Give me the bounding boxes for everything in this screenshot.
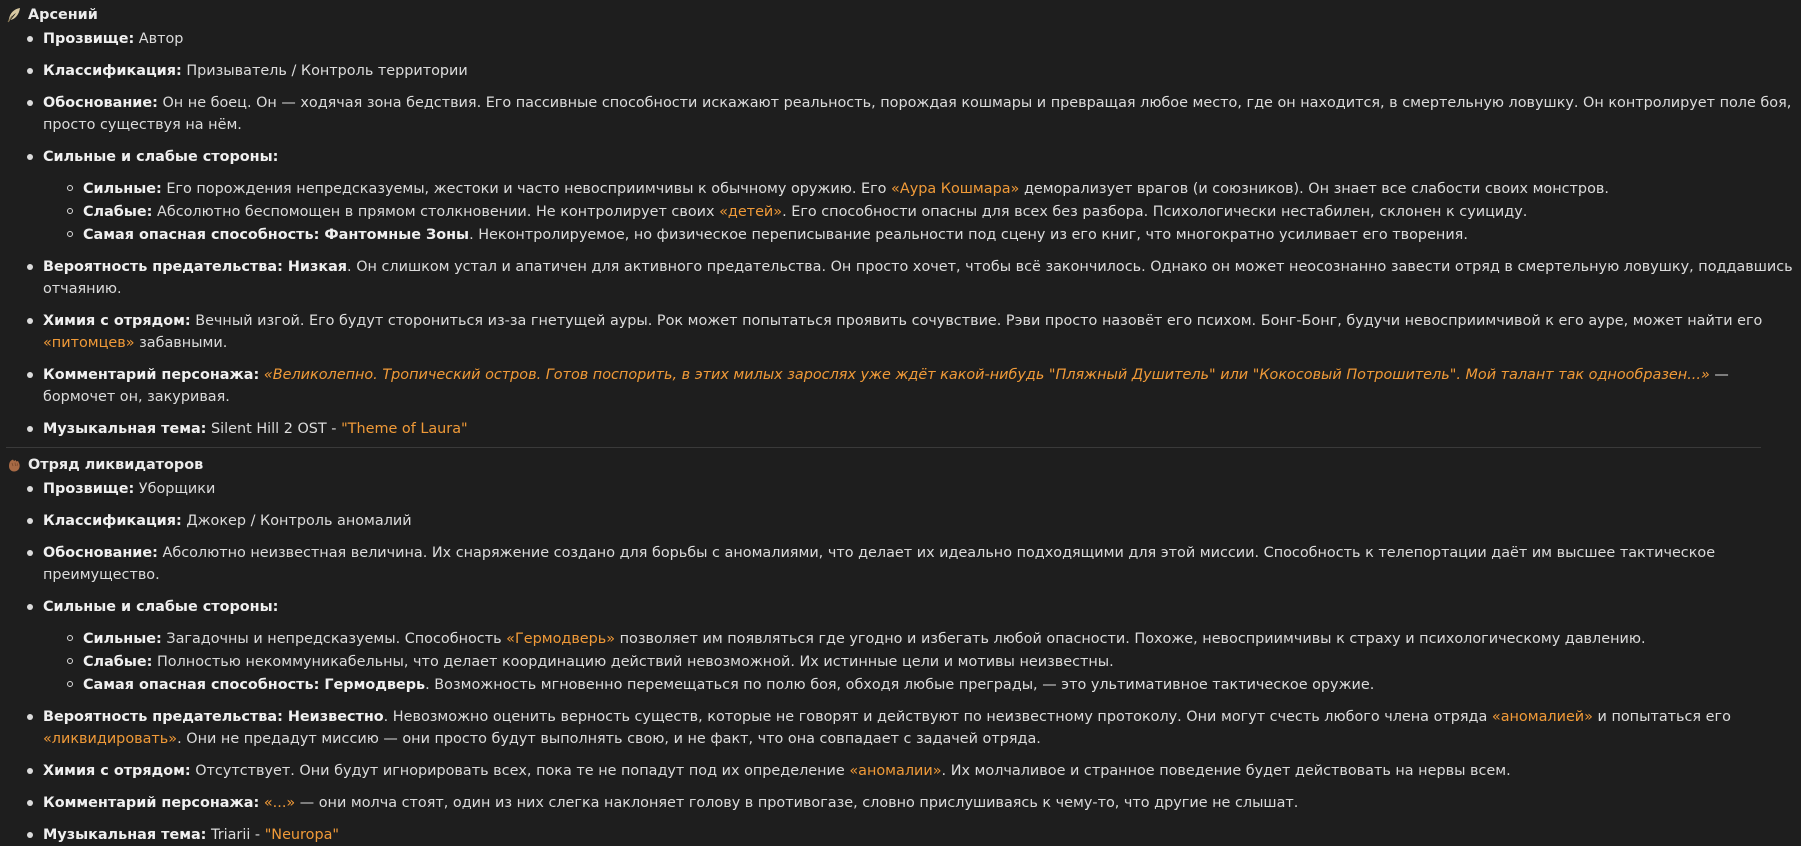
list-item: Сильные и слабые стороны: Сильные: Загадочны и непредсказуемы. Способность «Гермодверь» позволяет им появляться где угодно и избегать любой опасности. Похоже, невосприимчивы к страху и психологическому давлению. Слабые: Полностью некоммуникабельны, что делает координацию действий невозможной. Их истинные цели и мотивы неизвестны. Самая опасная способность: Гермодверь. Возможность мгновенно перемещаться по полю боя, обходя любые преграды, — это ультимативное тактическое оружие. [26,596,1801,696]
list-item: Музыкальная тема: Triarii - "Neuropa" [26,824,1801,846]
list-item: Вероятность предательства: Низкая. Он слишком устал и апатичен для активного предательства. Он просто хочет, чтобы всё закончилось. Однако он может неосознанно завести отряд в смертельную ловушку, поддавшись отчаянию. [26,256,1801,300]
section-title-liquidators: Отряд ликвидаторов [6,452,1801,478]
list-item: Комментарий персонажа: «...» — они молча стоят, один из них слегка наклоняет голову в противогазе, словно прислушиваясь к чему-то, что другие не слышат. [26,792,1801,814]
list-item: Слабые: Полностью некоммуникабельны, что делает координацию действий невозможной. Их истинные цели и мотивы неизвестны. [66,651,1801,673]
list-item: Самая опасная способность: Фантомные Зоны. Неконтролируемое, но физическое переписывание реальности под сцену из его книг, что многократно усиливает его творения. [66,224,1801,246]
liquidators-details [6,478,1801,846]
list-item: Обоснование: Он не боец. Он — ходячая зона бедствия. Его пассивные способности искажают реальность, порождая кошмары и превращая любое место, где он находится, в смертельную ловушку. Он контролирует поле боя, просто существуя на нём. [26,92,1801,136]
list-item: Музыкальная тема: Silent Hill 2 OST - "Theme of Laura" [26,418,1801,440]
arseniy-details [6,28,1801,440]
list-item: Классификация: Джокер / Контроль аномалий [26,510,1801,532]
list-item: Сильные: Его порождения непредсказуемы, жестоки и часто невосприимчивы к обычному оружию. Его «Аура Кошмара» деморализует врагов (и союзников). Он знает все слабости своих монстров. [66,178,1801,200]
list-item: Комментарий персонажа: «Великолепно. Тропический остров. Готов поспорить, в этих милых зарослях уже ждёт какой-нибудь "Пляжный Душитель" или "Кокосовый Потрошитель". Мой талант так однообразен...» — бормочет он, закуривая. [26,364,1801,408]
list-item: Классификация: Призыватель / Контроль территории [26,60,1801,82]
list-item: Слабые: Абсолютно беспомощен в прямом столкновении. Не контролирует своих «детей». Его способности опасны для всех без разбора. Психологически нестабилен, склонен к суициду. [66,201,1801,223]
list-item: Химия с отрядом: Отсутствует. Они будут игнорировать всех, пока те не попадут под их определение «аномалии». Их молчаливое и странное поведение будет действовать на нервы всем. [26,760,1801,782]
list-item: Сильные: Загадочны и непредсказуемы. Способность «Гермодверь» позволяет им появляться где угодно и избегать любой опасности. Похоже, невосприимчивы к страху и психологическому давлению. [66,628,1801,650]
gloved-hand-icon [6,457,22,473]
quill-icon [6,7,22,23]
list-item: Прозвище: Автор [26,28,1801,50]
list-item: Самая опасная способность: Гермодверь. Возможность мгновенно перемещаться по полю боя, обходя любые преграды, — это ультимативное тактическое оружие. [66,674,1801,696]
strengths-weaknesses [43,178,1801,246]
list-item: Сильные и слабые стороны: Сильные: Его порождения непредсказуемы, жестоки и часто невосприимчивы к обычному оружию. Его «Аура Кошмара» деморализует врагов (и союзников). Он знает все слабости своих монстров. Слабые: Абсолютно беспомощен в прямом столкновении. Не контролирует своих «детей». Его способности опасны для всех без разбора. Психологически нестабилен, склонен к суициду. Самая опасная способность: Фантомные Зоны. Неконтролируемое, но физическое переписывание реальности под сцену из его книг, что многократно усиливает его творения. [26,146,1801,246]
section-title-arseniy: Арсений [6,2,1801,28]
list-item: Прозвище: Уборщики [26,478,1801,500]
divider [6,447,1761,448]
strengths-weaknesses [43,628,1801,696]
list-item: Вероятность предательства: Неизвестно. Невозможно оценить верность существ, которые не говорят и действуют по неизвестному протоколу. Они могут счесть любого члена отряда «аномалией» и попытаться его «ликвидировать». Они не предадут миссию — они просто будут выполнять свою, и не факт, что она совпадает с задачей отряда. [26,706,1801,750]
list-item: Обоснование: Абсолютно неизвестная величина. Их снаряжение создано для борьбы с аномалиями, что делает их идеально подходящими для этой миссии. Способность к телепортации даёт им высшее тактическое преимущество. [26,542,1801,586]
list-item: Химия с отрядом: Вечный изгой. Его будут сторониться из-за гнетущей ауры. Рок может попытаться проявить сочувствие. Рэви просто назовёт его психом. Бонг-Бонг, будучи невосприимчивой к его ауре, может найти его «питомцев» забавными. [26,310,1801,354]
